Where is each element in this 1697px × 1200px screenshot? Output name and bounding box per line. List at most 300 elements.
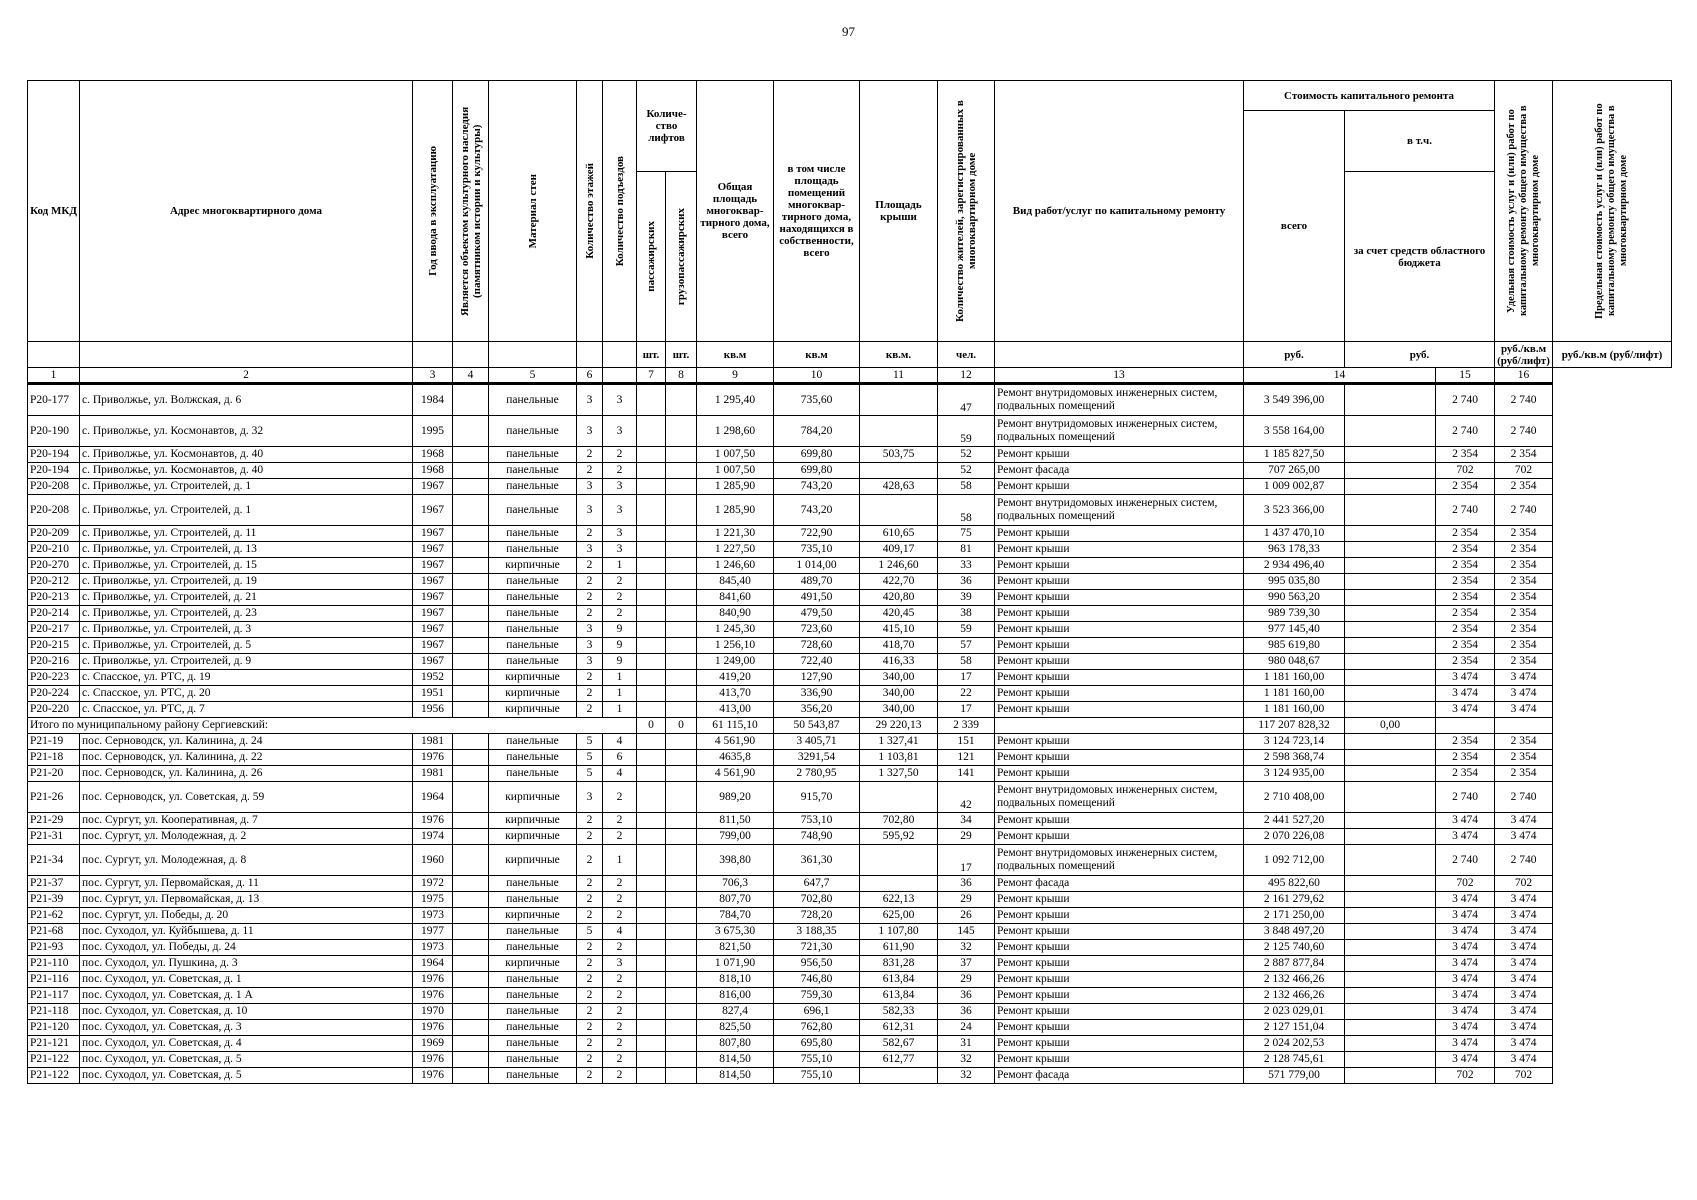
- cell-floors: 5: [577, 750, 603, 766]
- header-cost-regional: за счет средств областного бюджета: [1345, 172, 1495, 342]
- cell-lifts-pass: [637, 702, 666, 718]
- column-number: 13: [995, 368, 1244, 384]
- cell-lifts-pass: [637, 876, 666, 892]
- cell-work: Ремонт крыши: [995, 972, 1244, 988]
- cell-cost-regional: [1345, 892, 1436, 908]
- total-unit: [1436, 718, 1495, 734]
- cell-area-owned: 784,20: [774, 416, 860, 447]
- table-row: [28, 495, 1672, 526]
- cell-heritage: [453, 829, 489, 845]
- cell-cost-total: 980 048,67: [1244, 654, 1345, 670]
- cell-year: 1969: [413, 1036, 453, 1052]
- cell-roof: 503,75: [860, 447, 938, 463]
- cell-heritage: [453, 766, 489, 782]
- page-number: 97: [842, 24, 855, 39]
- cell-work: Ремонт крыши: [995, 638, 1244, 654]
- cell-roof: 1 327,50: [860, 766, 938, 782]
- unit-area-owned: кв.м: [774, 342, 860, 368]
- cell-year: 1967: [413, 542, 453, 558]
- cell-roof: 340,00: [860, 670, 938, 686]
- total-cost: 117 207 828,32: [1244, 718, 1345, 734]
- cell-max-cost: 2 740: [1495, 416, 1553, 447]
- cell-address: с. Приволжье, ул. Строителей, д. 1: [80, 479, 413, 495]
- cell-max-cost: 3 474: [1495, 670, 1553, 686]
- cell-year: 1970: [413, 1004, 453, 1020]
- cell-work: Ремонт фасада: [995, 463, 1244, 479]
- cell-code: Р21-37: [28, 876, 80, 892]
- cell-area-total: 814,50: [697, 1068, 774, 1084]
- cell-area-total: 811,50: [697, 813, 774, 829]
- cell-heritage: [453, 526, 489, 542]
- cell-max-cost: 3 474: [1495, 813, 1553, 829]
- cell-max-cost: 3 474: [1495, 686, 1553, 702]
- cell-work: Ремонт крыши: [995, 670, 1244, 686]
- cell-walls: панельные: [489, 1036, 577, 1052]
- cell-entrances: 4: [603, 924, 637, 940]
- total-residents: 2 339: [938, 718, 995, 734]
- table-row: [28, 447, 1672, 463]
- cell-area-owned: 728,60: [774, 638, 860, 654]
- cell-heritage: [453, 908, 489, 924]
- cell-code: Р21-120: [28, 1020, 80, 1036]
- cell-walls: панельные: [489, 940, 577, 956]
- cell-area-owned: 743,20: [774, 479, 860, 495]
- cell-heritage: [453, 1020, 489, 1036]
- cell-unit-cost: 3 474: [1436, 813, 1495, 829]
- cell-heritage: [453, 558, 489, 574]
- header-heritage: Является объектом культурного наследия (памятником истории и культуры): [453, 81, 489, 342]
- unit-roof: кв.м.: [860, 342, 938, 368]
- cell-floors: 2: [577, 1052, 603, 1068]
- cell-walls: кирпичные: [489, 845, 577, 876]
- cell-work: Ремонт крыши: [995, 766, 1244, 782]
- cell-max-cost: 3 474: [1495, 940, 1553, 956]
- cell-year: 1967: [413, 558, 453, 574]
- cell-unit-cost: 2 354: [1436, 558, 1495, 574]
- cell-lifts-pass: [637, 972, 666, 988]
- cell-lifts-pass: [637, 782, 666, 813]
- cell-code: Р21-19: [28, 734, 80, 750]
- cell-entrances: 4: [603, 766, 637, 782]
- cell-year: 1976: [413, 813, 453, 829]
- cell-heritage: [453, 670, 489, 686]
- table-row: [28, 590, 1672, 606]
- cell-code: Р20-190: [28, 416, 80, 447]
- unit-area-total: кв.м: [697, 342, 774, 368]
- cell-cost-total: 1 092 712,00: [1244, 845, 1345, 876]
- cell-lifts-cargo: [666, 622, 697, 638]
- cell-work: Ремонт крыши: [995, 734, 1244, 750]
- cell-lifts-cargo: [666, 590, 697, 606]
- cell-cost-total: 3 549 396,00: [1244, 384, 1345, 416]
- cell-cost-total: 2 070 226,08: [1244, 829, 1345, 845]
- cell-area-total: 1 249,00: [697, 654, 774, 670]
- cell-address: пос. Суходол, ул. Советская, д. 5: [80, 1052, 413, 1068]
- cell-lifts-cargo: [666, 892, 697, 908]
- cell-floors: 2: [577, 1020, 603, 1036]
- header-floors: Количество этажей: [577, 81, 603, 342]
- unit-rub-total: руб.: [1244, 342, 1345, 368]
- cell-unit-cost: 3 474: [1436, 892, 1495, 908]
- cell-unit-cost: 702: [1436, 1068, 1495, 1084]
- cell-area-total: 827,4: [697, 1004, 774, 1020]
- cell-cost-regional: [1345, 1020, 1436, 1036]
- cell-cost-total: 1 009 002,87: [1244, 479, 1345, 495]
- cell-floors: 2: [577, 988, 603, 1004]
- cell-area-total: 413,00: [697, 702, 774, 718]
- cell-entrances: 3: [603, 495, 637, 526]
- cell-lifts-cargo: [666, 1020, 697, 1036]
- cell-walls: панельные: [489, 924, 577, 940]
- cell-max-cost: 3 474: [1495, 908, 1553, 924]
- column-number: 10: [774, 368, 860, 384]
- cell-work: Ремонт крыши: [995, 829, 1244, 845]
- column-number: 12: [938, 368, 995, 384]
- cell-unit-cost: 2 354: [1436, 479, 1495, 495]
- cell-entrances: 4: [603, 734, 637, 750]
- cell-year: 1976: [413, 988, 453, 1004]
- cell-walls: панельные: [489, 892, 577, 908]
- cell-area-owned: 647,7: [774, 876, 860, 892]
- cell-code: Р20-177: [28, 384, 80, 416]
- cell-residents: 59: [938, 622, 995, 638]
- cell-work: Ремонт крыши: [995, 654, 1244, 670]
- cell-year: 1995: [413, 416, 453, 447]
- cell-unit-cost: 3 474: [1436, 1052, 1495, 1068]
- cell-area-total: 706,3: [697, 876, 774, 892]
- cell-heritage: [453, 638, 489, 654]
- cell-floors: 2: [577, 940, 603, 956]
- cell-year: 1976: [413, 750, 453, 766]
- cell-area-total: 807,80: [697, 1036, 774, 1052]
- cell-entrances: 2: [603, 1052, 637, 1068]
- table-row: [28, 829, 1672, 845]
- total-max: [1495, 718, 1553, 734]
- cell-walls: панельные: [489, 1052, 577, 1068]
- cell-area-owned: 127,90: [774, 670, 860, 686]
- cell-entrances: 2: [603, 782, 637, 813]
- cell-floors: 2: [577, 590, 603, 606]
- cell-residents: 52: [938, 447, 995, 463]
- header-area-owned: в том числе площадь помещений многоквар-тирного дома, находящихся в собственности, всего: [774, 81, 860, 342]
- cell-area-owned: 755,10: [774, 1068, 860, 1084]
- cell-address: пос. Серноводск, ул. Калинина, д. 24: [80, 734, 413, 750]
- cell-code: Р20-208: [28, 495, 80, 526]
- cell-walls: панельные: [489, 1068, 577, 1084]
- cell-residents: 17: [938, 670, 995, 686]
- cell-lifts-cargo: [666, 956, 697, 972]
- cell-cost-total: 2 161 279,62: [1244, 892, 1345, 908]
- cell-lifts-pass: [637, 416, 666, 447]
- cell-unit-cost: 3 474: [1436, 908, 1495, 924]
- cell-area-total: 413,70: [697, 686, 774, 702]
- cell-walls: панельные: [489, 542, 577, 558]
- cell-address: с. Приволжье, ул. Космонавтов, д. 40: [80, 463, 413, 479]
- cell-walls: кирпичные: [489, 702, 577, 718]
- cell-floors: 5: [577, 924, 603, 940]
- cell-roof: [860, 782, 938, 813]
- cell-area-total: 4635,8: [697, 750, 774, 766]
- cell-unit-cost: 2 354: [1436, 542, 1495, 558]
- cell-lifts-cargo: [666, 416, 697, 447]
- cell-heritage: [453, 447, 489, 463]
- cell-heritage: [453, 1036, 489, 1052]
- header-cost-total: всего: [1244, 111, 1345, 342]
- cell-cost-total: 3 124 723,14: [1244, 734, 1345, 750]
- table-body: [28, 368, 1672, 1084]
- cell-code: Р20-209: [28, 526, 80, 542]
- cell-year: 1967: [413, 526, 453, 542]
- cell-roof: 702,80: [860, 813, 938, 829]
- cell-residents: 33: [938, 558, 995, 574]
- cell-code: Р20-270: [28, 558, 80, 574]
- cell-lifts-cargo: [666, 766, 697, 782]
- cell-entrances: 2: [603, 988, 637, 1004]
- cell-lifts-pass: [637, 988, 666, 1004]
- cell-area-owned: 336,90: [774, 686, 860, 702]
- cell-code: Р21-117: [28, 988, 80, 1004]
- cell-address: пос. Сургут, ул. Кооперативная, д. 7: [80, 813, 413, 829]
- cell-floors: 2: [577, 447, 603, 463]
- cell-area-owned: 743,20: [774, 495, 860, 526]
- cell-area-total: 1 298,60: [697, 416, 774, 447]
- cell-year: 1967: [413, 638, 453, 654]
- cell-max-cost: 2 354: [1495, 479, 1553, 495]
- cell-year: 1967: [413, 622, 453, 638]
- cell-roof: 613,84: [860, 972, 938, 988]
- cell-roof: 340,00: [860, 702, 938, 718]
- cell-unit-cost: 2 354: [1436, 526, 1495, 542]
- cell-lifts-pass: [637, 447, 666, 463]
- table-row: [28, 654, 1672, 670]
- cell-cost-total: 977 145,40: [1244, 622, 1345, 638]
- cell-floors: 2: [577, 829, 603, 845]
- table-row: [28, 686, 1672, 702]
- cell-walls: кирпичные: [489, 670, 577, 686]
- cell-unit-cost: 2 354: [1436, 606, 1495, 622]
- cell-lifts-pass: [637, 924, 666, 940]
- cell-code: Р21-18: [28, 750, 80, 766]
- table-row: [28, 1052, 1672, 1068]
- cell-cost-regional: [1345, 1036, 1436, 1052]
- cell-code: Р20-216: [28, 654, 80, 670]
- cell-walls: панельные: [489, 750, 577, 766]
- cell-cost-total: 2 023 029,01: [1244, 1004, 1345, 1020]
- header-unit-cost: Удельная стоимость услуг и (или) работ по капитальному ремонту общего имущества в многоквартирном доме: [1495, 81, 1553, 342]
- cell-lifts-pass: [637, 956, 666, 972]
- cell-area-total: 1 285,90: [697, 495, 774, 526]
- table-row: [28, 892, 1672, 908]
- cell-lifts-pass: [637, 686, 666, 702]
- cell-work: Ремонт крыши: [995, 590, 1244, 606]
- cell-unit-cost: 3 474: [1436, 988, 1495, 1004]
- cell-address: пос. Суходол, ул. Пушкина, д. 3: [80, 956, 413, 972]
- cell-cost-regional: [1345, 416, 1436, 447]
- cell-walls: панельные: [489, 526, 577, 542]
- table-row: [28, 908, 1672, 924]
- cell-lifts-pass: [637, 558, 666, 574]
- table-row: [28, 558, 1672, 574]
- column-number: 4: [453, 368, 489, 384]
- cell-max-cost: 3 474: [1495, 1036, 1553, 1052]
- cell-residents: 24: [938, 1020, 995, 1036]
- cell-work: Ремонт крыши: [995, 542, 1244, 558]
- cell-roof: 595,92: [860, 829, 938, 845]
- cell-area-total: 1 227,50: [697, 542, 774, 558]
- header-entrances: Количество подъездов: [603, 81, 637, 342]
- cell-cost-total: 2 887 877,84: [1244, 956, 1345, 972]
- cell-roof: 420,80: [860, 590, 938, 606]
- capital-repair-table: [27, 80, 1672, 1084]
- cell-cost-regional: [1345, 542, 1436, 558]
- cell-heritage: [453, 686, 489, 702]
- cell-cost-regional: [1345, 924, 1436, 940]
- cell-code: Р20-214: [28, 606, 80, 622]
- cell-entrances: 1: [603, 558, 637, 574]
- cell-residents: 36: [938, 1004, 995, 1020]
- cell-cost-regional: [1345, 750, 1436, 766]
- cell-heritage: [453, 606, 489, 622]
- cell-year: 1951: [413, 686, 453, 702]
- cell-lifts-cargo: [666, 813, 697, 829]
- cell-entrances: 2: [603, 463, 637, 479]
- cell-code: Р20-208: [28, 479, 80, 495]
- cell-lifts-cargo: [666, 526, 697, 542]
- total-roof: 29 220,13: [860, 718, 938, 734]
- cell-walls: панельные: [489, 1004, 577, 1020]
- cell-entrances: 3: [603, 542, 637, 558]
- cell-area-total: 784,70: [697, 908, 774, 924]
- cell-year: 1967: [413, 606, 453, 622]
- cell-heritage: [453, 495, 489, 526]
- cell-work: Ремонт крыши: [995, 702, 1244, 718]
- cell-area-total: 1 221,30: [697, 526, 774, 542]
- cell-address: пос. Суходол, ул. Советская, д. 1: [80, 972, 413, 988]
- cell-code: Р20-194: [28, 447, 80, 463]
- cell-max-cost: 3 474: [1495, 924, 1553, 940]
- cell-cost-total: 985 619,80: [1244, 638, 1345, 654]
- cell-floors: 2: [577, 876, 603, 892]
- cell-area-owned: 3 188,35: [774, 924, 860, 940]
- cell-floors: 2: [577, 972, 603, 988]
- cell-area-total: 816,00: [697, 988, 774, 1004]
- cell-year: 1976: [413, 972, 453, 988]
- cell-heritage: [453, 940, 489, 956]
- cell-code: Р21-116: [28, 972, 80, 988]
- cell-heritage: [453, 972, 489, 988]
- header-address: Адрес многоквартирного дома: [80, 81, 413, 342]
- cell-entrances: 9: [603, 654, 637, 670]
- cell-entrances: 2: [603, 606, 637, 622]
- cell-entrances: 3: [603, 956, 637, 972]
- cell-walls: панельные: [489, 1020, 577, 1036]
- cell-max-cost: 2 354: [1495, 542, 1553, 558]
- cell-cost-total: 571 779,00: [1244, 1068, 1345, 1084]
- header-walls: Материал стен: [489, 81, 577, 342]
- cell-heritage: [453, 574, 489, 590]
- cell-residents: 32: [938, 1068, 995, 1084]
- cell-cost-regional: [1345, 670, 1436, 686]
- table-row: [28, 924, 1672, 940]
- column-number: 14: [1244, 368, 1436, 384]
- header-cost-incl: в т.ч.: [1345, 111, 1495, 172]
- cell-max-cost: 2 354: [1495, 590, 1553, 606]
- cell-cost-regional: [1345, 766, 1436, 782]
- cell-cost-total: 1 181 160,00: [1244, 702, 1345, 718]
- cell-work: Ремонт крыши: [995, 1004, 1244, 1020]
- cell-year: 1974: [413, 829, 453, 845]
- total-cost-regional: 0,00: [1345, 718, 1436, 734]
- cell-entrances: 2: [603, 574, 637, 590]
- cell-unit-cost: 2 354: [1436, 590, 1495, 606]
- cell-entrances: 1: [603, 845, 637, 876]
- cell-area-total: 818,10: [697, 972, 774, 988]
- cell-address: пос. Сургут, ул. Молодежная, д. 8: [80, 845, 413, 876]
- cell-cost-regional: [1345, 622, 1436, 638]
- cell-cost-regional: [1345, 558, 1436, 574]
- cell-lifts-pass: [637, 574, 666, 590]
- cell-floors: 2: [577, 558, 603, 574]
- cell-year: 1952: [413, 670, 453, 686]
- cell-area-owned: 696,1: [774, 1004, 860, 1020]
- cell-cost-regional: [1345, 972, 1436, 988]
- cell-unit-cost: 702: [1436, 463, 1495, 479]
- cell-max-cost: 3 474: [1495, 829, 1553, 845]
- table-row: [28, 876, 1672, 892]
- cell-max-cost: 3 474: [1495, 956, 1553, 972]
- cell-work: Ремонт крыши: [995, 1020, 1244, 1036]
- cell-roof: [860, 845, 938, 876]
- table-row: [28, 702, 1672, 718]
- cell-floors: 3: [577, 479, 603, 495]
- cell-lifts-cargo: [666, 782, 697, 813]
- cell-roof: 409,17: [860, 542, 938, 558]
- cell-heritage: [453, 845, 489, 876]
- cell-walls: панельные: [489, 876, 577, 892]
- cell-address: с. Приволжье, ул. Строителей, д. 13: [80, 542, 413, 558]
- cell-roof: 422,70: [860, 574, 938, 590]
- cell-unit-cost: 2 740: [1436, 495, 1495, 526]
- cell-lifts-pass: [637, 670, 666, 686]
- cell-heritage: [453, 956, 489, 972]
- table-row: [28, 845, 1672, 876]
- cell-lifts-pass: [637, 463, 666, 479]
- cell-address: с. Приволжье, ул. Космонавтов, д. 40: [80, 447, 413, 463]
- cell-cost-regional: [1345, 908, 1436, 924]
- cell-heritage: [453, 892, 489, 908]
- cell-cost-total: 990 563,20: [1244, 590, 1345, 606]
- header-lifts-cargo: грузопассажирских: [666, 172, 697, 342]
- cell-area-owned: 759,30: [774, 988, 860, 1004]
- total-label: Итого по муниципальному району Сергиевский:: [28, 718, 637, 734]
- cell-work: Ремонт крыши: [995, 908, 1244, 924]
- cell-entrances: 2: [603, 447, 637, 463]
- total-area-owned: 50 543,87: [774, 718, 860, 734]
- cell-max-cost: 3 474: [1495, 1052, 1553, 1068]
- cell-roof: [860, 495, 938, 526]
- cell-lifts-pass: [637, 892, 666, 908]
- cell-walls: панельные: [489, 463, 577, 479]
- cell-year: 1973: [413, 940, 453, 956]
- cell-code: Р20-224: [28, 686, 80, 702]
- cell-residents: 29: [938, 892, 995, 908]
- cell-cost-total: 3 523 366,00: [1244, 495, 1345, 526]
- cell-lifts-pass: [637, 734, 666, 750]
- cell-address: с. Спасское, ул. РТС, д. 19: [80, 670, 413, 686]
- cell-roof: 612,31: [860, 1020, 938, 1036]
- cell-max-cost: 2 354: [1495, 526, 1553, 542]
- cell-entrances: 1: [603, 702, 637, 718]
